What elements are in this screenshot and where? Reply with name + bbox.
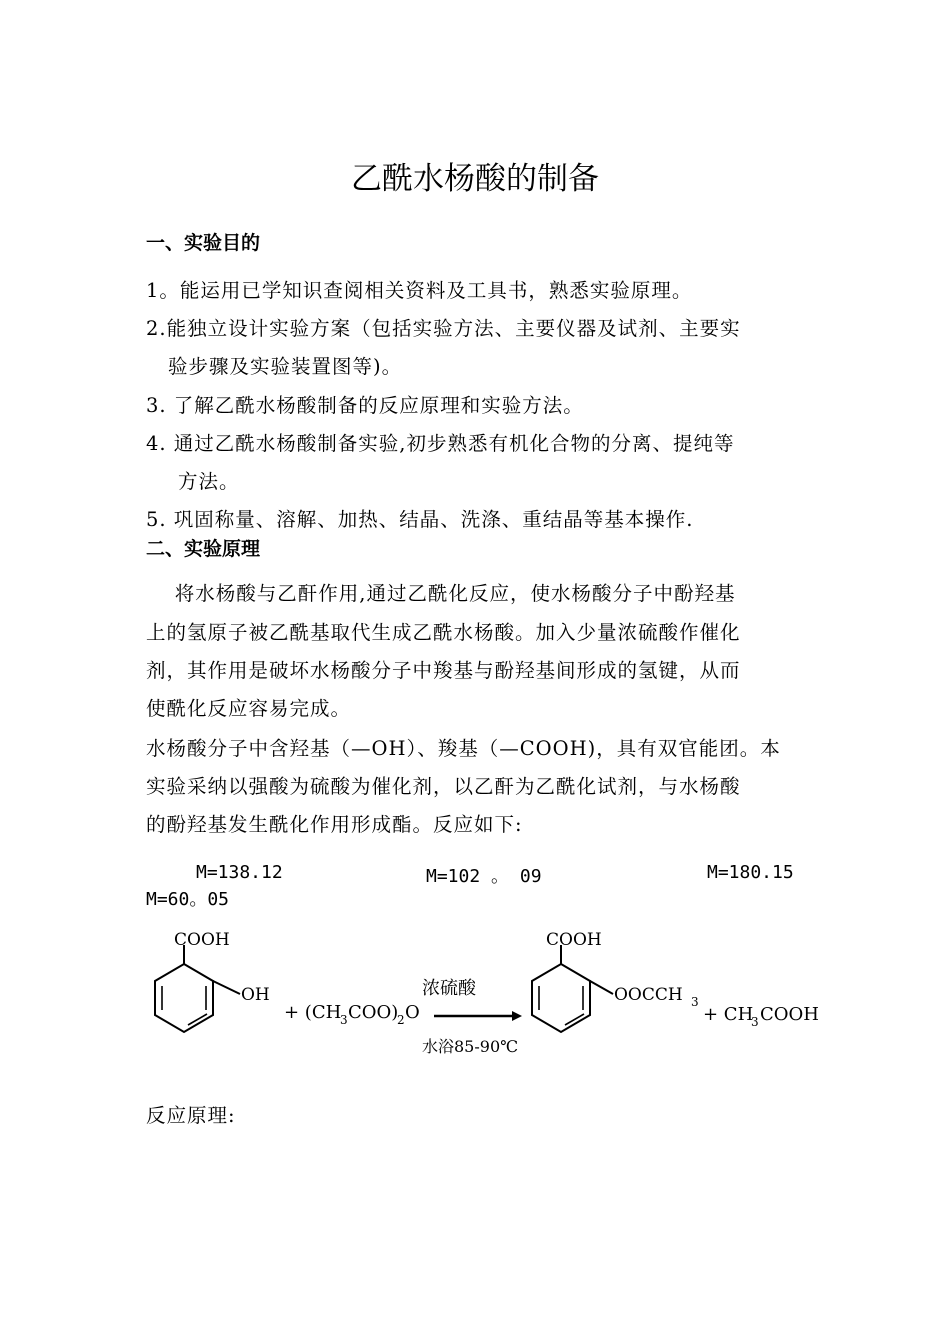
mass-aspirin: M=180.15: [707, 862, 794, 883]
document-title: 乙酰水杨酸的制备: [351, 161, 599, 197]
purpose-item-4: 4. 通过乙酰水杨酸制备实验,初步熟悉有机化合物的分离、提纯等: [146, 432, 735, 455]
acetic-cooh: COOH: [760, 1004, 819, 1025]
anhydride-o: O: [405, 1002, 420, 1023]
principle-para2-line3: 的酚羟基发生酰化作用形成酯。反应如下:: [146, 813, 523, 836]
principle-para1-line1: 将水杨酸与乙酐作用,通过乙酰化反应，使水杨酸分子中酚羟基: [146, 582, 736, 605]
anhydride-sub-2: 2: [397, 1013, 405, 1027]
acetic-sub-3: 3: [751, 1015, 759, 1029]
hydroxyl-label: OH: [241, 985, 270, 1005]
carboxyl-label-1: COOH: [174, 930, 230, 950]
purpose-item-4-cont: 方法。: [178, 470, 240, 493]
acetic-plus-ch: + CH: [703, 1004, 754, 1025]
section-heading-principle: 二、实验原理: [146, 538, 261, 560]
ester-bond: [590, 981, 613, 994]
salicylic-acid-structure: [155, 930, 270, 1032]
ester-label: OOCCH: [614, 985, 683, 1005]
section-heading-purpose: 一、实验目的: [146, 232, 261, 254]
mass-acetic-acid: M=60。05: [146, 889, 230, 910]
benzene-ring-2: [532, 964, 590, 1032]
carboxyl-label-2: COOH: [546, 930, 602, 950]
principle-para2-line2: 实验采纳以强酸为硫酸为催化剂，以乙酐为乙酰化试剂，与水杨酸: [146, 775, 741, 798]
anhydride-coo: COO): [348, 1002, 399, 1023]
acetic-acid-formula: [703, 1004, 819, 1029]
principle-para1-line4: 使酰化反应容易完成。: [146, 697, 352, 720]
hydroxyl-bond: [213, 981, 240, 994]
aspirin-structure: [532, 930, 699, 1032]
purpose-item-5: 5. 巩固称量、溶解、加热、结晶、洗涤、重结晶等基本操作.: [146, 508, 694, 531]
acetic-anhydride-formula: [284, 1002, 420, 1027]
purpose-item-1: 1。能运用已学知识查阅相关资料及工具书，熟悉实验原理。: [146, 279, 693, 302]
benzene-ring-1: [155, 964, 213, 1032]
anhydride-plus-ch: + (CH: [284, 1002, 342, 1023]
purpose-item-3: 3. 了解乙酰水杨酸制备的反应原理和实验方法。: [146, 394, 584, 417]
mass-salicylic-acid: M=138.12: [196, 862, 283, 883]
purpose-item-2: 2.能独立设计实验方案（包括实验方法、主要仪器及试剂、主要实: [146, 317, 741, 340]
mass-acetic-anhydride: M=102 。 09: [426, 866, 542, 887]
ester-sub-3: 3: [691, 995, 699, 1009]
reaction-arrow: [422, 978, 522, 1056]
reaction-scheme: [140, 920, 840, 1060]
principle-para2-line1: 水杨酸分子中含羟基（—OH）、羧基（—COOH)，具有双官能团。本: [146, 737, 781, 760]
reaction-principle-label: 反应原理:: [146, 1104, 236, 1127]
condition-label: 水浴85-90℃: [422, 1037, 519, 1056]
catalyst-label: 浓硫酸: [422, 978, 476, 999]
principle-para1-line2: 上的氢原子被乙酰基取代生成乙酰水杨酸。加入少量浓硫酸作催化: [146, 621, 741, 644]
principle-para1-line3: 剂，其作用是破坏水杨酸分子中羧基与酚羟基间形成的氢键，从而: [146, 659, 741, 682]
anhydride-sub-3: 3: [340, 1013, 348, 1027]
purpose-item-2-cont: 验步骤及实验装置图等)。: [168, 355, 403, 378]
